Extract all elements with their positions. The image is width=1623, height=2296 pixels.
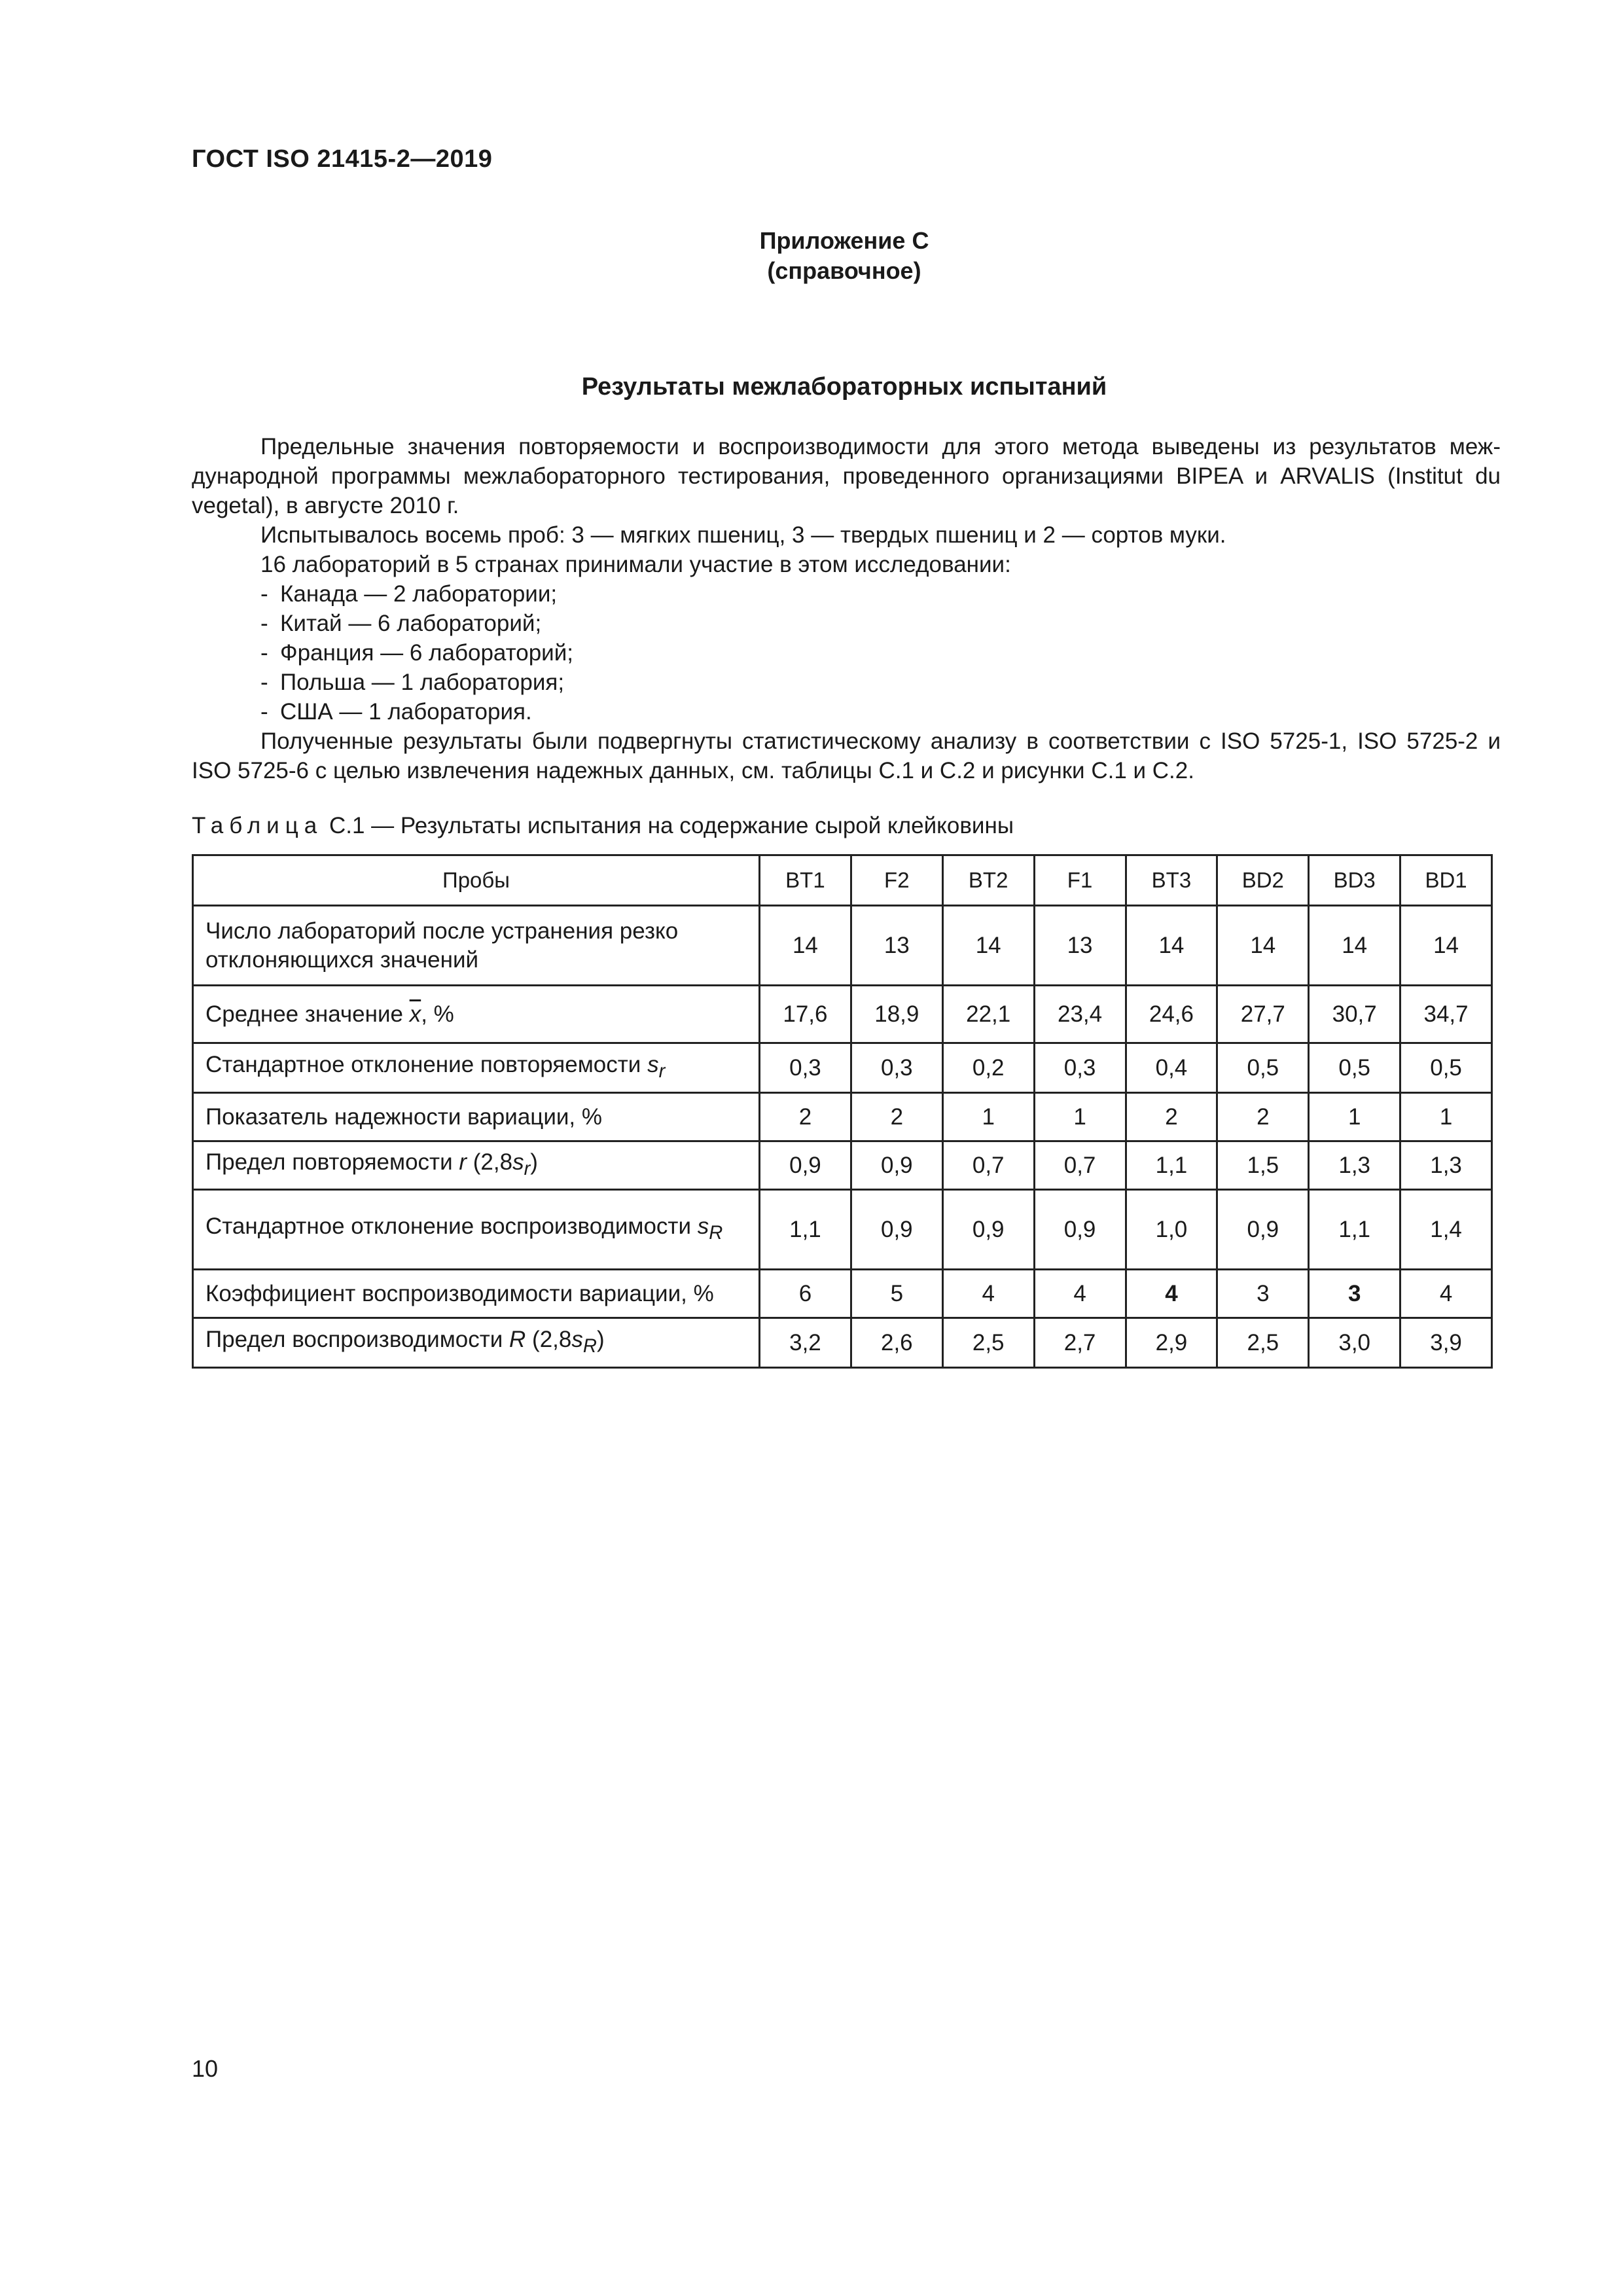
table-cell: 0,3: [851, 1043, 942, 1093]
table-cell: 1,0: [1126, 1190, 1217, 1270]
table-cell: 1,4: [1400, 1190, 1492, 1270]
table-row: [193, 986, 1492, 1043]
list-item: - США — 1 лаборатория.: [260, 699, 532, 725]
table-cell: 13: [1034, 906, 1126, 986]
table-cell: 0,9: [760, 1141, 851, 1190]
table-cell: 1,1: [760, 1190, 851, 1270]
table-cell: 14: [1126, 906, 1217, 986]
table-cell: 14: [1400, 906, 1492, 986]
table-cell: 2,5: [1217, 1318, 1309, 1368]
row-label: Стандартное отклонение воспроизводимости $s_R$: [193, 1190, 760, 1270]
table-cell: 17,6: [760, 986, 851, 1043]
table-cell: 1,1: [1309, 1190, 1400, 1270]
table-cell: 0,9: [1034, 1190, 1126, 1270]
table-cell: 1,3: [1309, 1141, 1400, 1190]
table-cell: 2: [1217, 1093, 1309, 1141]
row-label: Показатель надежности вариации, %: [193, 1093, 760, 1141]
table-caption-text: С.1 — Результаты испытания на содержание сырой клейковины: [329, 813, 1014, 838]
table-cell: 2: [851, 1093, 942, 1141]
paragraph-1: Предельные значения повторяемости и воспроизводимости для этого метода выведены из результатов меж-дународной программы межлабораторного тестирования, проведенного организациями BIPEA и ARVALIS (Institut du vegetal), в августе 2010 г.: [192, 434, 1501, 518]
column-header: BT3: [1126, 855, 1217, 906]
table-cell: 4: [1126, 1270, 1217, 1318]
table-cell: 14: [760, 906, 851, 986]
page-number: 10: [192, 2055, 219, 2082]
annex-type: (справочное): [767, 257, 921, 284]
table-cell: 34,7: [1400, 986, 1492, 1043]
table-cell: 5: [851, 1270, 942, 1318]
table-cell: 18,9: [851, 986, 942, 1043]
table-cell: 2,5: [942, 1318, 1034, 1368]
table-cell: 14: [942, 906, 1034, 986]
paragraph-2: Испытывалось восемь проб: 3 — мягких пшениц, 3 — твердых пшениц и 2 — сортов муки.: [260, 522, 1226, 548]
table-cell: 24,6: [1126, 986, 1217, 1043]
table-cell: 13: [851, 906, 942, 986]
table-row: [193, 1043, 1492, 1093]
table-cell: 3,9: [1400, 1318, 1492, 1368]
column-header: F1: [1034, 855, 1126, 906]
table-caption: [192, 813, 1014, 839]
header-label: Пробы: [193, 855, 760, 906]
annex-heading: [0, 226, 1623, 286]
table-cell: 1,5: [1217, 1141, 1309, 1190]
table-cell: 14: [1309, 906, 1400, 986]
section-title: Результаты межлабораторных испытаний: [581, 373, 1107, 401]
column-header: BD1: [1400, 855, 1492, 906]
table-cell: 0,9: [1217, 1190, 1309, 1270]
table-cell: 1: [1034, 1093, 1126, 1141]
table-cell: 0,9: [942, 1190, 1034, 1270]
list-item: - Франция — 6 лабораторий;: [260, 640, 574, 666]
table-row: [193, 906, 1492, 986]
table-cell: 3,2: [760, 1318, 851, 1368]
table-cell: 4: [1034, 1270, 1126, 1318]
table-cell: 23,4: [1034, 986, 1126, 1043]
table-cell: 0,3: [1034, 1043, 1126, 1093]
table-row: [193, 1318, 1492, 1368]
table-cell: 1,3: [1400, 1141, 1492, 1190]
table-cell: 0,5: [1400, 1043, 1492, 1093]
table-cell: 22,1: [942, 986, 1034, 1043]
column-header: BD3: [1309, 855, 1400, 906]
table-cell: 1: [1400, 1093, 1492, 1141]
table-cell: 4: [1400, 1270, 1492, 1318]
table-cell: 0,7: [942, 1141, 1034, 1190]
document-header: ГОСТ ISO 21415-2—2019: [192, 145, 493, 173]
table-cell: 3,0: [1309, 1318, 1400, 1368]
table-row: [193, 1190, 1492, 1270]
table-cell: 30,7: [1309, 986, 1400, 1043]
paragraph-4: Полученные результаты были подвергнуты статистическому анализу в соответствии с ISO 5725-1, ISO 5725-2 и ISO 5725-6 с целью извлечения надежных данных, см. таблицы С.1 и С.2 и рисунки С.1 и С.2.: [192, 728, 1501, 783]
row-label: Предел воспроизводимости R $(2,8s_R)$: [193, 1318, 760, 1368]
table-cell: 2: [1126, 1093, 1217, 1141]
table-cell: 27,7: [1217, 986, 1309, 1043]
results-table: [192, 854, 1493, 1369]
table-cell: 1: [1309, 1093, 1400, 1141]
list-item: - Польша — 1 лаборатория;: [260, 670, 565, 695]
table-cell: 0,2: [942, 1043, 1034, 1093]
column-header: F2: [851, 855, 942, 906]
table-cell: 6: [760, 1270, 851, 1318]
table-cell: 0,7: [1034, 1141, 1126, 1190]
table-cell: 2,9: [1126, 1318, 1217, 1368]
body-text: [192, 432, 1501, 785]
list-item: - Китай — 6 лабораторий;: [260, 611, 542, 636]
table-cell: 2,6: [851, 1318, 942, 1368]
annex-title: Приложение С: [759, 227, 929, 254]
table-cell: 3: [1309, 1270, 1400, 1318]
column-header: BT1: [760, 855, 851, 906]
table-row: [193, 1093, 1492, 1141]
table-cell: 4: [942, 1270, 1034, 1318]
table-cell: 3: [1217, 1270, 1309, 1318]
column-header: BT2: [942, 855, 1034, 906]
table-cell: 0,4: [1126, 1043, 1217, 1093]
table-cell: 0,5: [1217, 1043, 1309, 1093]
table-cell: 0,9: [851, 1190, 942, 1270]
table-cell: 0,9: [851, 1141, 942, 1190]
paragraph-3: 16 лабораторий в 5 странах принимали участие в этом исследовании:: [260, 552, 1011, 577]
table-header-row: [193, 855, 1492, 906]
list-item: - Канада — 2 лаборатории;: [260, 581, 558, 607]
table-cell: 14: [1217, 906, 1309, 986]
row-label: Среднее значение $\overline{x}$, %: [193, 986, 760, 1043]
table-row: [193, 1270, 1492, 1318]
table-cell: 2: [760, 1093, 851, 1141]
table-cell: 2,7: [1034, 1318, 1126, 1368]
row-label: Предел повторяемости r $(2,8s_r)$: [193, 1141, 760, 1190]
table-row: [193, 1141, 1492, 1190]
table-cell: 0,5: [1309, 1043, 1400, 1093]
column-header: BD2: [1217, 855, 1309, 906]
table-cell: 1,1: [1126, 1141, 1217, 1190]
row-label: Коэффициент воспроизводимости вариации, %: [193, 1270, 760, 1318]
table-cell: 0,3: [760, 1043, 851, 1093]
table-cell: 1: [942, 1093, 1034, 1141]
table-caption-prefix: Таблица: [192, 813, 323, 838]
row-label: Стандартное отклонение повторяемости $s_r$: [193, 1043, 760, 1093]
row-label: Число лабораторий после устранения резко отклоняющихся значений: [193, 906, 760, 986]
